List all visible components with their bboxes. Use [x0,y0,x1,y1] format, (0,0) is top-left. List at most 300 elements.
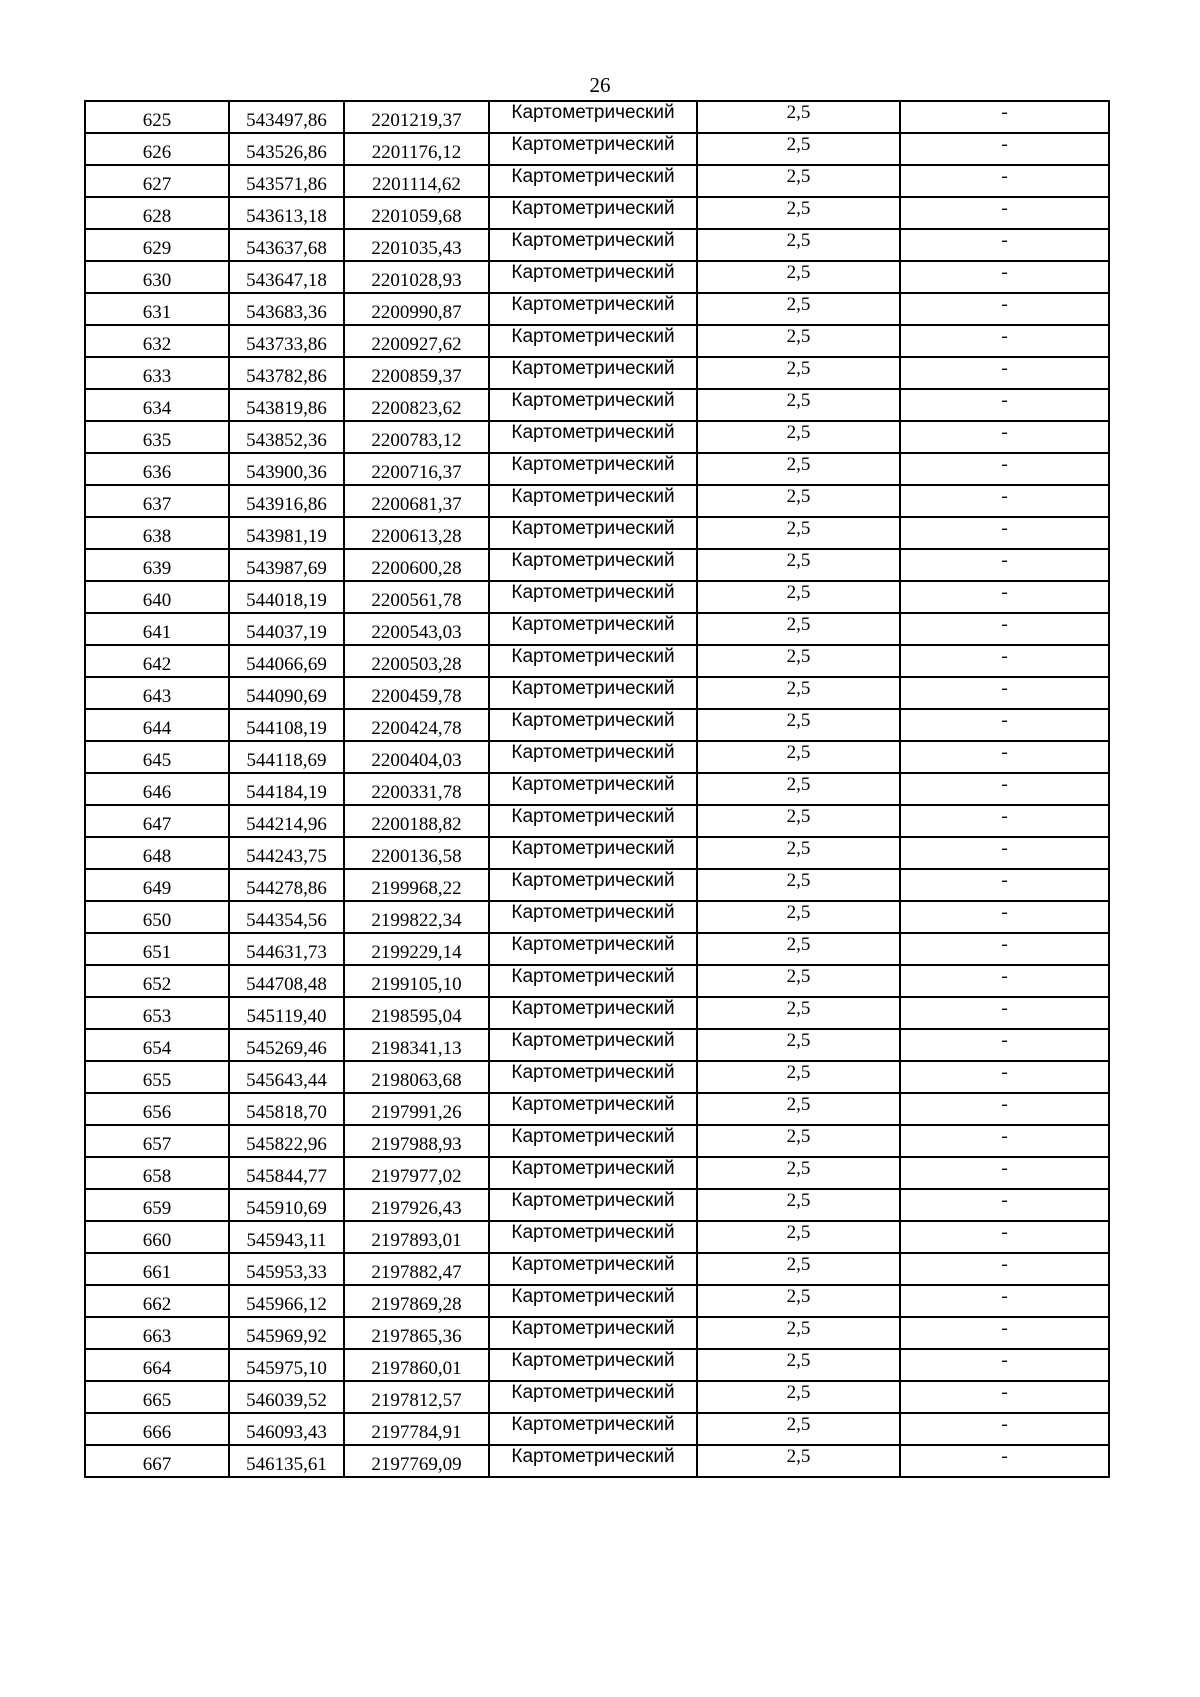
point-number-cell: 650 [85,901,229,933]
x-coordinate-cell: 545969,92 [229,1317,344,1349]
accuracy-cell: 2,5 [697,453,900,485]
table-row [85,613,1109,645]
method-cell: Картометрический [489,1349,697,1381]
accuracy-cell: 2,5 [697,1285,900,1317]
table-row [85,517,1109,549]
method-cell: Картометрический [489,709,697,741]
point-number-cell: 644 [85,709,229,741]
table-row [85,1029,1109,1061]
x-coordinate-cell: 545943,11 [229,1221,344,1253]
point-number-cell: 642 [85,645,229,677]
table-row [85,485,1109,517]
method-cell: Картометрический [489,165,697,197]
description-cell: - [900,165,1109,197]
method-cell: Картометрический [489,965,697,997]
point-number-cell: 652 [85,965,229,997]
x-coordinate-cell: 544631,73 [229,933,344,965]
description-cell: - [900,1125,1109,1157]
point-number-cell: 646 [85,773,229,805]
table-row [85,1093,1109,1125]
description-cell: - [900,645,1109,677]
x-coordinate-cell: 543916,86 [229,485,344,517]
table-row [85,165,1109,197]
x-coordinate-cell: 545953,33 [229,1253,344,1285]
x-coordinate-cell: 543733,86 [229,325,344,357]
point-number-cell: 661 [85,1253,229,1285]
y-coordinate-cell: 2200783,12 [344,421,489,453]
x-coordinate-cell: 544214,96 [229,805,344,837]
point-number-cell: 629 [85,229,229,261]
x-coordinate-cell: 543981,19 [229,517,344,549]
y-coordinate-cell: 2200600,28 [344,549,489,581]
x-coordinate-cell: 544108,19 [229,709,344,741]
point-number-cell: 656 [85,1093,229,1125]
method-cell: Картометрический [489,677,697,709]
accuracy-cell: 2,5 [697,709,900,741]
table-row [85,1061,1109,1093]
point-number-cell: 639 [85,549,229,581]
method-cell: Картометрический [489,389,697,421]
accuracy-cell: 2,5 [697,1413,900,1445]
description-cell: - [900,965,1109,997]
description-cell: - [900,581,1109,613]
description-cell: - [900,101,1109,133]
accuracy-cell: 2,5 [697,741,900,773]
method-cell: Картометрический [489,997,697,1029]
description-cell: - [900,1317,1109,1349]
table-row [85,933,1109,965]
method-cell: Картометрический [489,197,697,229]
y-coordinate-cell: 2197893,01 [344,1221,489,1253]
point-number-cell: 638 [85,517,229,549]
point-number-cell: 636 [85,453,229,485]
method-cell: Картометрический [489,581,697,613]
table-row [85,1317,1109,1349]
point-number-cell: 662 [85,1285,229,1317]
table-row [85,709,1109,741]
table-row [85,837,1109,869]
point-number-cell: 648 [85,837,229,869]
point-number-cell: 627 [85,165,229,197]
method-cell: Картометрический [489,901,697,933]
accuracy-cell: 2,5 [697,325,900,357]
method-cell: Картометрический [489,1317,697,1349]
method-cell: Картометрический [489,229,697,261]
description-cell: - [900,1093,1109,1125]
x-coordinate-cell: 543900,36 [229,453,344,485]
y-coordinate-cell: 2197869,28 [344,1285,489,1317]
description-cell: - [900,869,1109,901]
table-row [85,229,1109,261]
point-number-cell: 635 [85,421,229,453]
method-cell: Картометрический [489,485,697,517]
x-coordinate-cell: 546093,43 [229,1413,344,1445]
table-row [85,549,1109,581]
y-coordinate-cell: 2199968,22 [344,869,489,901]
description-cell: - [900,901,1109,933]
description-cell: - [900,197,1109,229]
description-cell: - [900,1221,1109,1253]
description-cell: - [900,453,1109,485]
table-row [85,581,1109,613]
point-number-cell: 637 [85,485,229,517]
description-cell: - [900,229,1109,261]
method-cell: Картометрический [489,453,697,485]
y-coordinate-cell: 2197977,02 [344,1157,489,1189]
description-cell: - [900,357,1109,389]
description-cell: - [900,805,1109,837]
accuracy-cell: 2,5 [697,1093,900,1125]
method-cell: Картометрический [489,1093,697,1125]
point-number-cell: 653 [85,997,229,1029]
accuracy-cell: 2,5 [697,1061,900,1093]
accuracy-cell: 2,5 [697,805,900,837]
table-row [85,869,1109,901]
method-cell: Картометрический [489,613,697,645]
point-number-cell: 640 [85,581,229,613]
accuracy-cell: 2,5 [697,677,900,709]
y-coordinate-cell: 2200503,28 [344,645,489,677]
description-cell: - [900,485,1109,517]
description-cell: - [900,837,1109,869]
x-coordinate-cell: 544118,69 [229,741,344,773]
x-coordinate-cell: 545818,70 [229,1093,344,1125]
y-coordinate-cell: 2197865,36 [344,1317,489,1349]
y-coordinate-cell: 2200927,62 [344,325,489,357]
table-row [85,677,1109,709]
description-cell: - [900,709,1109,741]
method-cell: Картометрический [489,1253,697,1285]
y-coordinate-cell: 2201035,43 [344,229,489,261]
description-cell: - [900,517,1109,549]
description-cell: - [900,677,1109,709]
accuracy-cell: 2,5 [697,197,900,229]
method-cell: Картометрический [489,1413,697,1445]
description-cell: - [900,1029,1109,1061]
accuracy-cell: 2,5 [697,1189,900,1221]
y-coordinate-cell: 2197926,43 [344,1189,489,1221]
accuracy-cell: 2,5 [697,261,900,293]
description-cell: - [900,133,1109,165]
accuracy-cell: 2,5 [697,133,900,165]
method-cell: Картометрический [489,1189,697,1221]
description-cell: - [900,293,1109,325]
accuracy-cell: 2,5 [697,933,900,965]
y-coordinate-cell: 2197988,93 [344,1125,489,1157]
table-row [85,1157,1109,1189]
x-coordinate-cell: 544184,19 [229,773,344,805]
y-coordinate-cell: 2200681,37 [344,485,489,517]
y-coordinate-cell: 2200859,37 [344,357,489,389]
point-number-cell: 633 [85,357,229,389]
y-coordinate-cell: 2197812,57 [344,1381,489,1413]
point-number-cell: 643 [85,677,229,709]
page-number: 26 [589,73,611,97]
x-coordinate-cell: 545119,40 [229,997,344,1029]
point-number-cell: 658 [85,1157,229,1189]
method-cell: Картометрический [489,133,697,165]
description-cell: - [900,549,1109,581]
y-coordinate-cell: 2197882,47 [344,1253,489,1285]
y-coordinate-cell: 2200561,78 [344,581,489,613]
y-coordinate-cell: 2200188,82 [344,805,489,837]
point-number-cell: 641 [85,613,229,645]
method-cell: Картометрический [489,325,697,357]
table-row [85,773,1109,805]
y-coordinate-cell: 2197769,09 [344,1445,489,1477]
accuracy-cell: 2,5 [697,1029,900,1061]
method-cell: Картометрический [489,741,697,773]
y-coordinate-cell: 2200424,78 [344,709,489,741]
method-cell: Картометрический [489,1445,697,1477]
coordinates-table-body [85,101,1109,1477]
accuracy-cell: 2,5 [697,485,900,517]
accuracy-cell: 2,5 [697,389,900,421]
table-row [85,1253,1109,1285]
point-number-cell: 631 [85,293,229,325]
accuracy-cell: 2,5 [697,293,900,325]
accuracy-cell: 2,5 [697,1445,900,1477]
x-coordinate-cell: 543637,68 [229,229,344,261]
point-number-cell: 634 [85,389,229,421]
point-number-cell: 659 [85,1189,229,1221]
method-cell: Картометрический [489,357,697,389]
x-coordinate-cell: 543613,18 [229,197,344,229]
x-coordinate-cell: 544066,69 [229,645,344,677]
point-number-cell: 665 [85,1381,229,1413]
accuracy-cell: 2,5 [697,837,900,869]
description-cell: - [900,741,1109,773]
accuracy-cell: 2,5 [697,1349,900,1381]
method-cell: Картометрический [489,1285,697,1317]
y-coordinate-cell: 2198063,68 [344,1061,489,1093]
x-coordinate-cell: 543497,86 [229,101,344,133]
method-cell: Картометрический [489,517,697,549]
point-number-cell: 645 [85,741,229,773]
table-row [85,1125,1109,1157]
table-row [85,261,1109,293]
y-coordinate-cell: 2197991,26 [344,1093,489,1125]
y-coordinate-cell: 2201114,62 [344,165,489,197]
y-coordinate-cell: 2200990,87 [344,293,489,325]
x-coordinate-cell: 545643,44 [229,1061,344,1093]
y-coordinate-cell: 2200404,03 [344,741,489,773]
description-cell: - [900,261,1109,293]
table-row [85,389,1109,421]
description-cell: - [900,1285,1109,1317]
point-number-cell: 654 [85,1029,229,1061]
table-row [85,453,1109,485]
x-coordinate-cell: 543782,86 [229,357,344,389]
x-coordinate-cell: 545844,77 [229,1157,344,1189]
accuracy-cell: 2,5 [697,645,900,677]
table-row [85,101,1109,133]
accuracy-cell: 2,5 [697,1317,900,1349]
y-coordinate-cell: 2201059,68 [344,197,489,229]
accuracy-cell: 2,5 [697,773,900,805]
point-number-cell: 630 [85,261,229,293]
table-row [85,1381,1109,1413]
y-coordinate-cell: 2201176,12 [344,133,489,165]
accuracy-cell: 2,5 [697,101,900,133]
method-cell: Картометрический [489,773,697,805]
accuracy-cell: 2,5 [697,869,900,901]
table-row [85,1221,1109,1253]
x-coordinate-cell: 543647,18 [229,261,344,293]
accuracy-cell: 2,5 [697,1221,900,1253]
y-coordinate-cell: 2199822,34 [344,901,489,933]
x-coordinate-cell: 545269,46 [229,1029,344,1061]
y-coordinate-cell: 2200331,78 [344,773,489,805]
table-row [85,1413,1109,1445]
x-coordinate-cell: 546039,52 [229,1381,344,1413]
table-row [85,1445,1109,1477]
table-row [85,357,1109,389]
point-number-cell: 626 [85,133,229,165]
description-cell: - [900,613,1109,645]
method-cell: Картометрический [489,1125,697,1157]
method-cell: Картометрический [489,837,697,869]
accuracy-cell: 2,5 [697,1381,900,1413]
point-number-cell: 657 [85,1125,229,1157]
x-coordinate-cell: 543571,86 [229,165,344,197]
y-coordinate-cell: 2201028,93 [344,261,489,293]
x-coordinate-cell: 544018,19 [229,581,344,613]
x-coordinate-cell: 544278,86 [229,869,344,901]
table-row [85,1189,1109,1221]
accuracy-cell: 2,5 [697,549,900,581]
y-coordinate-cell: 2198595,04 [344,997,489,1029]
table-row [85,1349,1109,1381]
point-number-cell: 660 [85,1221,229,1253]
accuracy-cell: 2,5 [697,997,900,1029]
y-coordinate-cell: 2200613,28 [344,517,489,549]
y-coordinate-cell: 2200459,78 [344,677,489,709]
table-row [85,1285,1109,1317]
table-row [85,133,1109,165]
x-coordinate-cell: 543526,86 [229,133,344,165]
accuracy-cell: 2,5 [697,581,900,613]
y-coordinate-cell: 2200716,37 [344,453,489,485]
method-cell: Картометрический [489,1221,697,1253]
x-coordinate-cell: 543987,69 [229,549,344,581]
y-coordinate-cell: 2199105,10 [344,965,489,997]
accuracy-cell: 2,5 [697,1253,900,1285]
table-row [85,421,1109,453]
description-cell: - [900,389,1109,421]
y-coordinate-cell: 2201219,37 [344,101,489,133]
table-row [85,645,1109,677]
x-coordinate-cell: 546135,61 [229,1445,344,1477]
description-cell: - [900,421,1109,453]
method-cell: Картометрический [489,933,697,965]
accuracy-cell: 2,5 [697,613,900,645]
point-number-cell: 628 [85,197,229,229]
table-row [85,325,1109,357]
table-row [85,293,1109,325]
point-number-cell: 651 [85,933,229,965]
x-coordinate-cell: 545975,10 [229,1349,344,1381]
description-cell: - [900,1189,1109,1221]
description-cell: - [900,997,1109,1029]
accuracy-cell: 2,5 [697,165,900,197]
y-coordinate-cell: 2197860,01 [344,1349,489,1381]
point-number-cell: 663 [85,1317,229,1349]
accuracy-cell: 2,5 [697,1125,900,1157]
x-coordinate-cell: 544354,56 [229,901,344,933]
accuracy-cell: 2,5 [697,901,900,933]
accuracy-cell: 2,5 [697,421,900,453]
y-coordinate-cell: 2200543,03 [344,613,489,645]
description-cell: - [900,325,1109,357]
accuracy-cell: 2,5 [697,517,900,549]
point-number-cell: 625 [85,101,229,133]
x-coordinate-cell: 544090,69 [229,677,344,709]
method-cell: Картометрический [489,421,697,453]
description-cell: - [900,1157,1109,1189]
method-cell: Картометрический [489,1061,697,1093]
point-number-cell: 667 [85,1445,229,1477]
y-coordinate-cell: 2198341,13 [344,1029,489,1061]
point-number-cell: 664 [85,1349,229,1381]
y-coordinate-cell: 2197784,91 [344,1413,489,1445]
method-cell: Картометрический [489,869,697,901]
accuracy-cell: 2,5 [697,965,900,997]
description-cell: - [900,1381,1109,1413]
x-coordinate-cell: 543819,86 [229,389,344,421]
method-cell: Картометрический [489,1029,697,1061]
point-number-cell: 632 [85,325,229,357]
y-coordinate-cell: 2200136,58 [344,837,489,869]
x-coordinate-cell: 544708,48 [229,965,344,997]
point-number-cell: 666 [85,1413,229,1445]
method-cell: Картометрический [489,805,697,837]
x-coordinate-cell: 544037,19 [229,613,344,645]
point-number-cell: 649 [85,869,229,901]
accuracy-cell: 2,5 [697,357,900,389]
method-cell: Картометрический [489,645,697,677]
description-cell: - [900,1413,1109,1445]
description-cell: - [900,933,1109,965]
description-cell: - [900,773,1109,805]
y-coordinate-cell: 2200823,62 [344,389,489,421]
method-cell: Картометрический [489,1157,697,1189]
coordinates-table [84,100,1110,1478]
y-coordinate-cell: 2199229,14 [344,933,489,965]
method-cell: Картометрический [489,261,697,293]
table-row [85,805,1109,837]
description-cell: - [900,1349,1109,1381]
method-cell: Картометрический [489,293,697,325]
method-cell: Картометрический [489,101,697,133]
x-coordinate-cell: 545910,69 [229,1189,344,1221]
x-coordinate-cell: 543683,36 [229,293,344,325]
table-row [85,741,1109,773]
x-coordinate-cell: 543852,36 [229,421,344,453]
table-row [85,965,1109,997]
description-cell: - [900,1253,1109,1285]
x-coordinate-cell: 545966,12 [229,1285,344,1317]
accuracy-cell: 2,5 [697,1157,900,1189]
table-row [85,901,1109,933]
accuracy-cell: 2,5 [697,229,900,261]
point-number-cell: 655 [85,1061,229,1093]
x-coordinate-cell: 544243,75 [229,837,344,869]
description-cell: - [900,1061,1109,1093]
description-cell: - [900,1445,1109,1477]
method-cell: Картометрический [489,549,697,581]
table-row [85,997,1109,1029]
